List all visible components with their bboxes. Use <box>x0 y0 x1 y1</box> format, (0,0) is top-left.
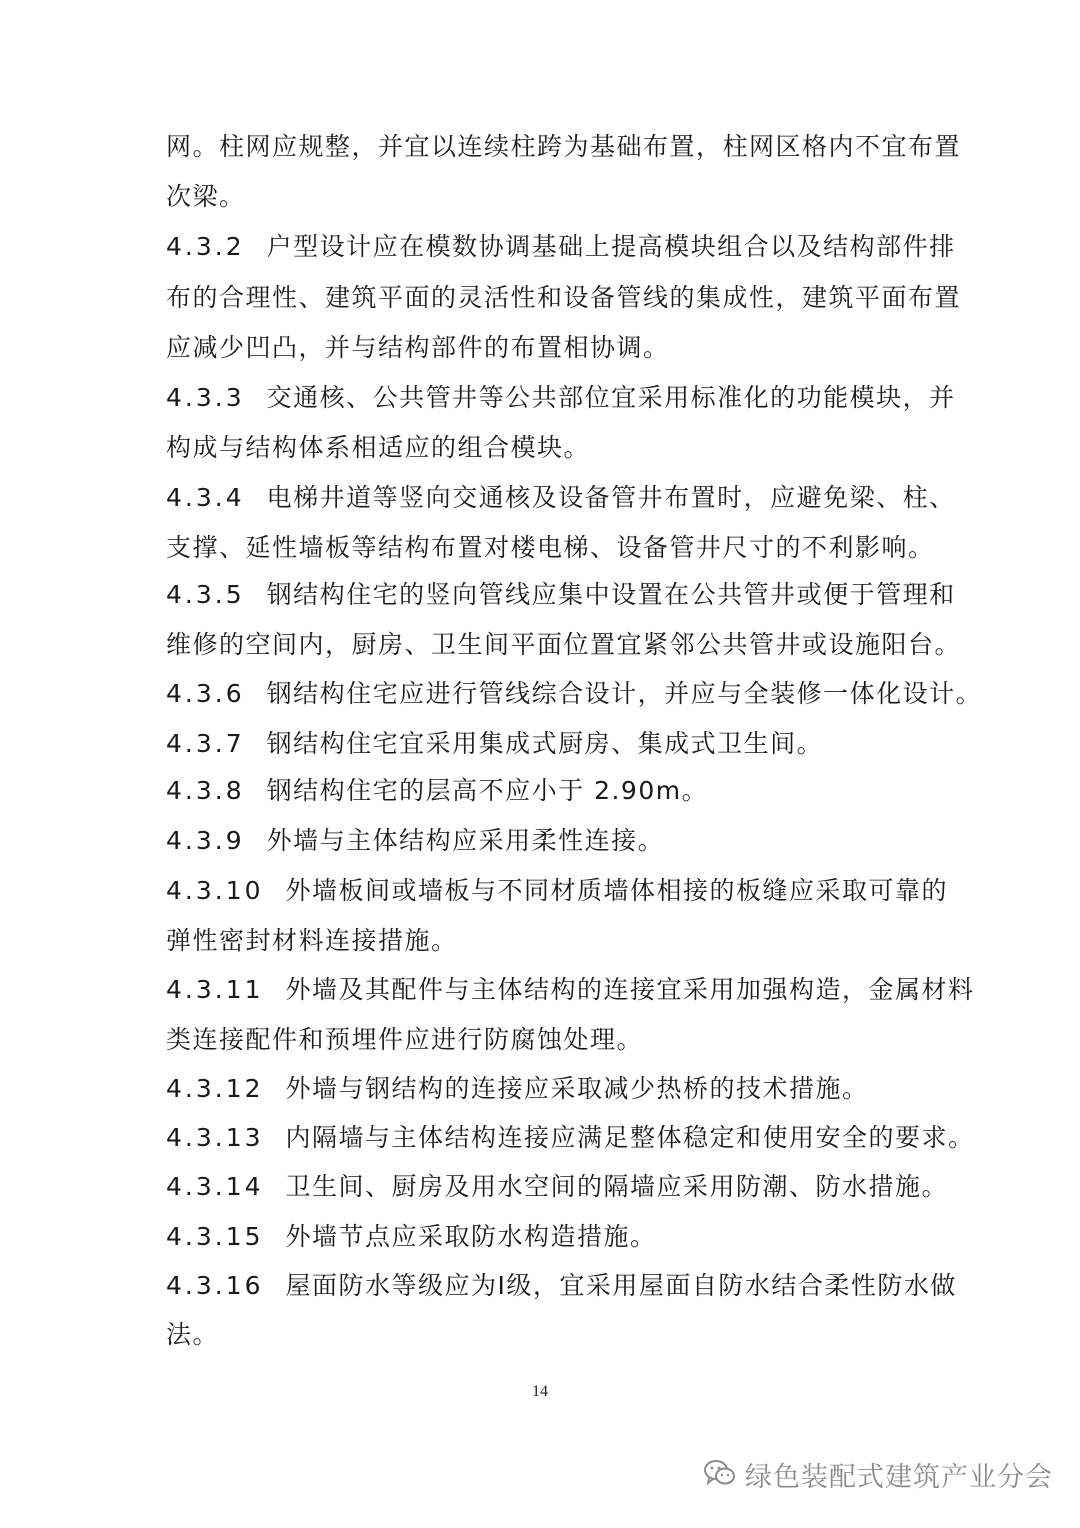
body-line: 次梁。 <box>166 182 246 211</box>
clause-4-3-12: 4.3.12 外墙与钢结构的连接应采取减少热桥的技术措施。 <box>166 1074 869 1103</box>
clause-4-3-2: 4.3.2 户型设计应在模数协调基础上提高模块组合以及结构部件排 <box>166 232 956 261</box>
body-line: 构成与结构体系相适应的组合模块。 <box>166 433 591 462</box>
clause-4-3-3: 4.3.3 交通核、公共管井等公共部位宜采用标准化的功能模块，并 <box>166 383 956 412</box>
body-line: 布的合理性、建筑平面的灵活性和设备管线的集成性，建筑平面布置 <box>166 283 962 312</box>
clause-4-3-8: 4.3.8 钢结构住宅的层高不应小于 2.90m。 <box>166 776 709 805</box>
clause-4-3-10: 4.3.10 外墙板间或墙板与不同材质墙体相接的板缝应采取可靠的 <box>166 876 949 905</box>
clause-4-3-13: 4.3.13 内隔墙与主体结构连接应满足整体稳定和使用安全的要求。 <box>166 1123 975 1152</box>
clause-4-3-4: 4.3.4 电梯井道等竖向交通核及设备管井布置时，应避免梁、柱、 <box>166 483 956 512</box>
watermark-text: 绿色装配式建筑产业分会 <box>745 1462 1053 1493</box>
body-line: 弹性密封材料连接措施。 <box>166 926 458 955</box>
clause-4-3-11: 4.3.11 外墙及其配件与主体结构的连接宜采用加强构造，金属材料 <box>166 975 975 1004</box>
clause-4-3-16: 4.3.16 屋面防水等级应为Ⅰ级，宜采用屋面自防水结合柔性防水做 <box>166 1271 957 1300</box>
body-line: 支撑、延性墙板等结构布置对楼电梯、设备管井尺寸的不利影响。 <box>166 533 935 562</box>
clause-4-3-14: 4.3.14 卫生间、厨房及用水空间的隔墙应采用防潮、防水措施。 <box>166 1172 949 1201</box>
watermark <box>703 1455 1053 1494</box>
body-line: 类连接配件和预埋件应进行防腐蚀处理。 <box>166 1025 644 1054</box>
wechat-icon <box>703 1458 737 1492</box>
page-number: 14 <box>532 1383 548 1400</box>
clause-4-3-6: 4.3.6 钢结构住宅应进行管线综合设计，并应与全装修一体化设计。 <box>166 679 983 708</box>
clause-4-3-15: 4.3.15 外墙节点应采取防水构造措施。 <box>166 1222 657 1251</box>
body-line: 网。柱网应规整，并宜以连续柱跨为基础布置，柱网区格内不宜布置 <box>166 132 962 161</box>
body-line: 应减少凹凸，并与结构部件的布置相协调。 <box>166 333 670 362</box>
clause-4-3-5: 4.3.5 钢结构住宅的竖向管线应集中设置在公共管井或便于管理和 <box>166 580 956 609</box>
body-line: 法。 <box>166 1320 220 1349</box>
clause-4-3-7: 4.3.7 钢结构住宅宜采用集成式厨房、集成式卫生间。 <box>166 729 824 758</box>
clause-4-3-9: 4.3.9 外墙与主体结构应采用柔性连接。 <box>166 826 665 855</box>
body-line: 维修的空间内，厨房、卫生间平面位置宜紧邻公共管井或设施阳台。 <box>166 630 962 659</box>
